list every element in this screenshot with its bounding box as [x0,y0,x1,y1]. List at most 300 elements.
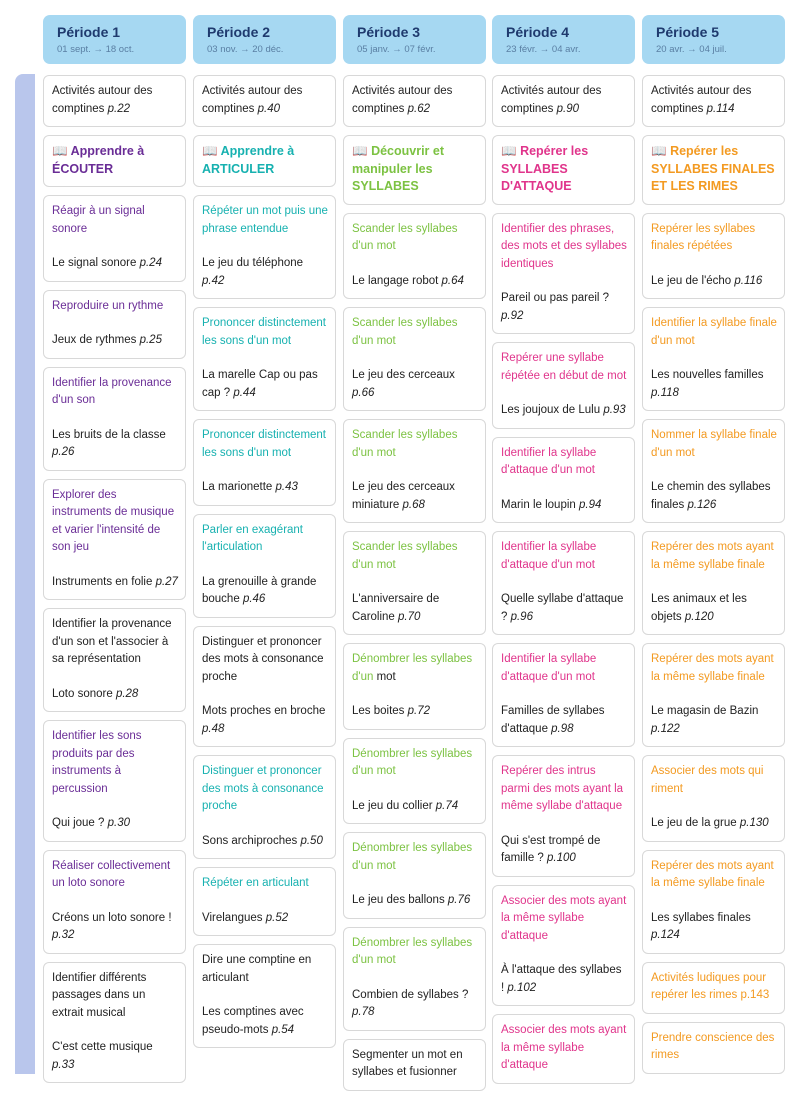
game-title: Loto sonore [52,687,116,700]
period-header[interactable] [43,15,186,64]
skill-label: Identifier des phrases, des mots et des syllabes identiques [501,222,627,270]
game-title: La marionette [202,481,276,493]
skill-label: Prononcer distinctement les sons d'un mot [202,317,327,347]
period-header[interactable] [193,15,336,64]
spacer [52,893,178,910]
game-line [202,479,328,497]
comptines-card[interactable] [642,75,785,127]
skill-label: Identifier les sons produits par des instruments à percussion [52,730,142,795]
activity-card[interactable] [193,419,336,506]
spacer [501,945,627,962]
skill-text [501,651,627,686]
skill-text [202,763,328,816]
skill-label: Repérer les syllabes finales répétées [651,222,756,252]
game-line [501,497,627,515]
activity-card[interactable] [492,885,635,1007]
skill-label: Explorer des instruments de musique et varier l'intensité de son jeu [52,488,175,553]
activity-card[interactable] [492,531,635,635]
skill-text [202,634,328,687]
skill-text [52,616,178,669]
page-ref: p.94 [578,498,602,511]
activity-card[interactable] [343,419,486,523]
skill-text [352,539,478,574]
activity-card[interactable] [642,307,785,411]
theme-title: Apprendre à ARTICULER [202,144,295,176]
skill-label: Repérer des intrus parmi des mots ayant la même syllabe d'attaque [501,765,624,812]
theme-card[interactable] [492,135,635,205]
activity-card[interactable] [343,307,486,411]
game-line [352,273,478,291]
activity-card[interactable] [642,643,785,747]
activity-card[interactable] [343,213,486,300]
game-title: Qui joue ? [52,817,108,829]
period-column [43,15,186,1091]
skill-text [352,221,478,256]
page-ref: p.100 [547,852,576,864]
theme-card[interactable] [193,135,336,187]
skill-text [651,970,777,1005]
spacer [52,557,178,574]
skill-text [651,858,777,893]
page-ref: p.33 [52,1058,75,1071]
card-text: Activités autour des comptines [501,85,602,115]
game-title: Les comptines avec pseudo-mots [202,1006,304,1036]
game-line [352,987,478,1022]
book-icon: 📖 [501,144,517,158]
game-title: C'est cette musique [52,1041,153,1053]
activity-card[interactable] [43,850,186,954]
game-line [501,591,627,626]
period-header[interactable] [642,15,785,64]
skill-label: Identifier la syllabe d'attaque d'un mot [501,653,597,683]
spacer [352,875,478,892]
spacer [651,256,777,273]
game-title: Le jeu de l'écho [651,274,735,287]
skill-text [352,840,478,875]
game-line [52,427,178,462]
period-dates: 03 nov. → 20 déc. [207,44,284,55]
spacer [352,350,478,367]
activity-card[interactable] [343,738,486,825]
game-line [651,479,777,514]
page-ref: p.27 [155,575,178,588]
skill-label: Dénombrer les syllabes d'un [352,653,473,683]
skill-label: Distinguer et prononcer des mots à consonance proche [202,765,324,812]
page-ref: p.64 [441,274,464,287]
skill-text [202,522,328,557]
spacer [202,557,328,574]
game-line [501,962,627,997]
activity-card[interactable] [43,479,186,601]
page-ref: p.122 [651,722,680,735]
page-ref: p.102 [507,981,537,994]
game-title: Le jeu de la grue [651,817,740,829]
page-ref: p.30 [107,817,131,829]
game-title: Quelle syllabe d'attaque ? [501,593,624,623]
skill-label: Distinguer et prononcer des mots à consonance proche [202,635,324,683]
game-line [651,273,777,291]
skill-label: Associer des mots ayant la même syllabe d'attaque [501,1024,627,1071]
book-icon: 📖 [202,144,218,158]
skill-label: Associer des mots qui riment [651,765,764,795]
spacer [501,816,627,833]
spacer [352,462,478,479]
activity-card[interactable] [492,213,635,335]
game-line [651,703,777,738]
game-title: Le jeu des cerceaux miniature [352,481,455,511]
page-ref: p.114 [706,102,735,115]
spacer [501,574,627,591]
spacer [651,893,777,910]
period-dates: 20 avr. → 04 juil. [656,44,727,55]
game-title: Les syllabes finales [651,911,751,924]
skill-text [651,651,777,686]
page-ref: p.76 [447,894,471,906]
game-title: Combien de syllabes ? [352,988,469,1001]
skill-label: Scander les syllabes d'un mot [352,317,458,347]
page-ref: p.25 [139,334,162,346]
skill-text [651,221,777,256]
spacer [52,798,178,815]
skill-text [202,203,328,238]
skill-text [352,315,478,350]
skill-text [651,763,777,798]
activity-card[interactable] [43,962,186,1084]
period-column [642,15,785,1082]
skill-label: Associer des mots ayant la même syllabe d'attaque [501,894,627,942]
comptines-card[interactable] [492,75,635,127]
game-title: Les bruits de la classe [52,428,166,441]
activity-card[interactable] [343,927,486,1031]
spacer [202,238,328,255]
activity-card[interactable] [642,531,785,635]
activity-card[interactable] [343,832,486,919]
skill-label: Identifier la provenance d'un son [52,376,172,406]
activity-card[interactable] [193,195,336,299]
activity-card[interactable] [642,850,785,954]
activity-card[interactable] [642,419,785,523]
page-ref: p.120 [684,610,714,623]
game-title: Le chemin des syllabes finales [651,481,771,511]
skill-label: Scander les syllabes d'un mot [352,429,458,459]
period-header[interactable] [343,15,486,64]
theme-card[interactable] [343,135,486,205]
page-ref: p.116 [734,274,763,287]
page-ref: p.24 [139,257,162,269]
game-title: Le jeu du téléphone [202,257,304,269]
game-line [52,910,178,945]
page-ref: p.68 [402,498,425,511]
skill-text [501,350,627,385]
theme-title: Découvrir et manipuler les SYLLABES [352,144,445,193]
skill-text [52,858,178,893]
skill-text [651,427,777,462]
page-ref: p.96 [510,610,533,623]
skill-text [202,875,328,893]
game-title: Le jeu des cerceaux [352,369,455,381]
skill-label: Segmenter un mot en syllabes et fusionner [352,1048,463,1078]
activity-card[interactable] [193,755,336,859]
period-column [343,15,486,1099]
page-ref: p.130 [739,817,769,829]
activity-card[interactable] [492,437,635,524]
game-line [202,703,328,738]
skill-label: Prononcer distinctement les sons d'un mot [202,429,327,459]
game-title: Créons un loto sonore ! [52,911,172,924]
skill-text [501,763,627,816]
spacer [352,686,478,703]
spacer [501,385,627,402]
skill-label: Identifier différents passages dans un extrait musical [52,971,147,1019]
period-title: Période 5 [656,24,720,40]
activity-card[interactable] [43,290,186,359]
activity-card[interactable] [492,755,635,877]
page-ref: p.22 [107,102,130,115]
skill-label: Repérer des mots ayant la même syllabe finale [651,541,774,571]
card-text: Activités autour des comptines [202,85,303,115]
game-line [202,910,328,928]
page-ref: p.74 [435,799,459,812]
skill-text [501,221,627,274]
page-ref: p.48 [202,722,225,735]
activity-card[interactable] [343,643,486,730]
activity-card[interactable] [193,867,336,936]
page-ref: p.54 [271,1023,295,1036]
game-title: Qui s'est trompé de famille ? [501,834,601,864]
spacer [202,893,328,910]
skill-label: Reproduire un rythme [52,299,164,312]
page-ref: p.90 [556,102,579,115]
spacer [52,669,178,686]
page-ref: p.28 [115,687,139,700]
game-line [202,367,328,402]
game-title: Pareil ou pas pareil ? [501,292,610,304]
page-ref: p.93 [603,404,626,416]
skill-text [202,315,328,350]
skill-text [352,1047,478,1082]
skill-text [52,728,178,798]
game-line [52,255,178,273]
skill-text [352,746,478,781]
page-ref: p.126 [687,498,717,511]
page-ref: p.44 [233,386,256,399]
game-title: Les nouvelles familles [651,369,764,381]
activity-card[interactable] [642,1022,785,1074]
activity-card[interactable] [642,213,785,300]
activity-card[interactable] [43,195,186,282]
spacer [501,480,627,497]
period-dates: 01 sept. → 18 oct. [57,44,135,55]
activity-card[interactable] [343,531,486,635]
page-ref: p.118 [651,386,679,399]
activity-card[interactable] [193,626,336,748]
page-ref: p.92 [501,309,524,322]
skill-text [501,445,627,480]
game-title: Marin le loupin [501,498,579,511]
spacer [651,574,777,591]
game-line [501,290,627,325]
period-title: Période 2 [207,24,271,40]
game-line [52,574,178,592]
activity-card[interactable] [43,367,186,471]
period-dates: 05 janv. → 07 févr. [357,44,436,55]
skill-text [202,427,328,462]
game-title: Le langage robot [352,274,442,287]
game-title: À l'attaque des syllabes ! [501,964,622,994]
activity-card[interactable] [492,643,635,747]
game-line [202,574,328,609]
skill-tail: mot [376,670,396,683]
skill-text [52,298,178,316]
activity-card[interactable] [492,1014,635,1084]
game-title: Sons archiproches [202,834,301,847]
spacer [352,781,478,798]
game-line [352,367,478,402]
skill-label: Réaliser collectivement un loto sonore [52,859,171,889]
activity-card[interactable] [43,608,186,712]
spacer [202,462,328,479]
card-text: Activités autour des comptines [651,85,752,115]
skill-text [651,539,777,574]
spacer [352,256,478,273]
skill-label: Dire une comptine en articulant [202,954,312,984]
activity-card[interactable] [193,307,336,411]
period-title: Période 4 [506,24,570,40]
spacer [352,970,478,987]
skill-label: Scander les syllabes d'un mot [352,541,458,571]
game-line [651,591,777,626]
skill-text [352,651,478,686]
skill-label: Repérer des mots ayant la même syllabe finale [651,859,774,889]
page-ref: p.98 [551,722,574,735]
skill-label: Identifier la syllabe d'attaque d'un mot [501,541,597,571]
activity-card[interactable] [193,514,336,618]
game-line [352,479,478,514]
skill-text [501,1022,627,1075]
game-title: Instruments en folie [52,575,156,588]
page-ref: p.46 [242,593,266,605]
skill-label: Dénombrer les syllabes d'un mot [352,747,473,777]
spacer [202,987,328,1004]
page-ref: p.124 [651,929,680,941]
game-line [52,1039,178,1074]
game-line [202,1004,328,1039]
spacer [651,462,777,479]
period-sidebar-bar [15,74,35,1074]
skill-text [202,952,328,987]
game-line [501,833,627,868]
skill-text [52,375,178,410]
skill-text [501,893,627,946]
spacer [52,315,178,332]
skill-label: Répéter en articulant [202,877,309,889]
page-ref: p.70 [398,610,421,623]
game-line [352,591,478,626]
page-ref: p.43 [275,481,298,493]
game-line [352,892,478,910]
game-title: Le jeu des ballons [352,894,448,906]
skill-label: Repérer des mots ayant la même syllabe finale [651,653,774,683]
page-ref: p.72 [407,705,431,717]
game-line [352,703,478,721]
skill-text [651,315,777,350]
skill-text [501,539,627,574]
theme-card[interactable] [43,135,186,187]
skill-text [52,970,178,1023]
skill-label: Réagir à un signal sonore [52,205,145,235]
page-ref: p.62 [407,102,430,115]
skill-label: Prendre conscience des rimes [651,1031,775,1061]
game-title: La grenouille à grande bouche [202,575,317,605]
spacer [501,273,627,290]
activity-card[interactable] [43,720,186,842]
game-title: Les joujoux de Lulu [501,404,604,416]
skill-label: Nommer la syllabe finale d'un mot [651,429,777,459]
activity-card[interactable] [642,755,785,842]
activity-card[interactable] [343,1039,486,1091]
skill-text [352,935,478,970]
period-column [492,15,635,1092]
theme-card[interactable] [642,135,785,205]
game-title: Virelangues [202,911,266,924]
game-line [651,910,777,945]
theme-title: Repérer les SYLLABES D'ATTAQUE [501,144,589,193]
game-title: Le signal sonore [52,257,140,269]
skill-text [352,427,478,462]
game-line [202,833,328,851]
game-title: Jeux de rythmes [52,334,140,346]
page-ref: p.78 [352,1006,375,1018]
book-icon: 📖 [651,144,667,158]
page-ref: p.32 [52,929,75,941]
spacer [202,350,328,367]
page-ref: p.52 [265,911,289,924]
comptines-card[interactable] [43,75,186,127]
activity-card[interactable] [492,342,635,429]
game-title: La marelle Cap ou pas cap ? [202,369,318,399]
spacer [202,686,328,703]
spacer [501,686,627,703]
card-text: Activités autour des comptines [52,85,153,115]
spacer [52,238,178,255]
comptines-card[interactable] [343,75,486,127]
game-title: Mots proches en broche [202,705,326,717]
page-ref: p.26 [52,446,75,458]
spacer [651,798,777,815]
activity-card[interactable] [642,962,785,1014]
period-header[interactable] [492,15,635,64]
theme-title: Apprendre à ÉCOUTER [52,144,145,176]
skill-label: Repérer une syllabe répétée en début de mot [501,352,627,382]
game-line [501,703,627,738]
spacer [52,410,178,427]
card-text: Activités autour des comptines [352,85,453,115]
page-ref: p.50 [300,834,323,847]
page-ref: p.42 [202,274,225,287]
skill-label: Répéter un mot puis une phrase entendue [202,205,328,235]
book-icon: 📖 [352,144,368,158]
page-ref: p.66 [352,386,375,399]
comptines-card[interactable] [193,75,336,127]
game-line [52,815,178,833]
theme-title: Repérer les SYLLABES FINALES ET LES RIMES [651,144,775,193]
game-title: Familles de syllabes d'attaque [501,705,605,735]
activity-card[interactable] [193,944,336,1048]
period-column [193,15,336,1056]
game-title: Les animaux et les objets [651,593,747,623]
game-line [52,686,178,704]
game-title: Les boites [352,705,408,717]
